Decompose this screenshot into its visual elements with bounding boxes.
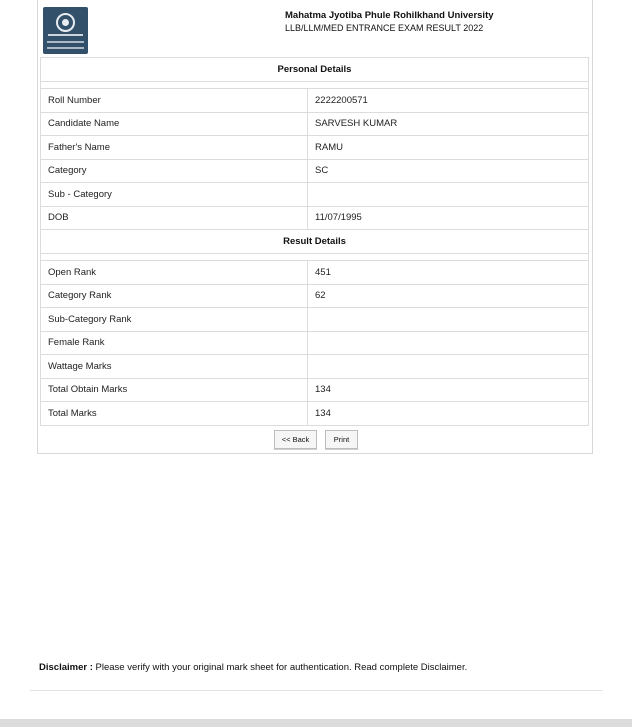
personal-details-heading: Personal Details: [41, 58, 589, 82]
section-row: [41, 230, 589, 254]
result-card: [37, 0, 593, 454]
sub-category-label: Sub - Category: [41, 183, 308, 207]
exam-title: LLB/LLM/MED ENTRANCE EXAM RESULT 2022: [285, 23, 484, 33]
table-row: [41, 331, 589, 355]
dob-value: 11/07/1995: [308, 206, 589, 230]
roll-number-value: 2222200571: [308, 89, 589, 113]
disclaimer-text: Please verify with your original mark sheet for authentication. Read complete Disclaimer.: [92, 662, 468, 673]
father-name-label: Father's Name: [41, 136, 308, 160]
open-rank-label: Open Rank: [41, 261, 308, 285]
female-rank-value: [308, 331, 589, 355]
sub-category-rank-label: Sub-Category Rank: [41, 308, 308, 332]
table-row: [41, 159, 589, 183]
roll-number-label: Roll Number: [41, 89, 308, 113]
back-button[interactable]: << Back: [274, 430, 317, 449]
total-obtain-marks-label: Total Obtain Marks: [41, 378, 308, 402]
total-marks-label: Total Marks: [41, 402, 308, 426]
result-details-heading: Result Details: [41, 230, 589, 254]
dob-label: DOB: [41, 206, 308, 230]
university-name: Mahatma Jyotiba Phule Rohilkhand University: [285, 10, 494, 21]
table-row: [41, 206, 589, 230]
total-obtain-marks-value: 134: [308, 378, 589, 402]
table-row: [41, 355, 589, 379]
sub-category-rank-value: [308, 308, 589, 332]
table-row: [41, 89, 589, 113]
university-logo: [43, 7, 88, 54]
spacer-row: [41, 254, 589, 261]
wattage-marks-value: [308, 355, 589, 379]
disclaimer-label: Disclaimer :: [39, 662, 93, 673]
spacer-row: [41, 82, 589, 89]
open-rank-value: 451: [308, 261, 589, 285]
disclaimer: [39, 662, 609, 673]
table-row: [41, 136, 589, 160]
university-emblem-icon: [56, 13, 75, 32]
logo-decoration: [48, 34, 83, 36]
details-table: [40, 57, 589, 426]
table-row: [41, 112, 589, 136]
candidate-name-label: Candidate Name: [41, 112, 308, 136]
category-label: Category: [41, 159, 308, 183]
section-row: [41, 58, 589, 82]
total-marks-value: 134: [308, 402, 589, 426]
logo-decoration: [47, 41, 84, 43]
table-row: [41, 284, 589, 308]
table-row: [41, 378, 589, 402]
table-row: [41, 402, 589, 426]
candidate-name-value: SARVESH KUMAR: [308, 112, 589, 136]
table-row: [41, 183, 589, 207]
category-rank-label: Category Rank: [41, 284, 308, 308]
result-header: [38, 0, 592, 58]
category-rank-value: 62: [308, 284, 589, 308]
category-value: SC: [308, 159, 589, 183]
wattage-marks-label: Wattage Marks: [41, 355, 308, 379]
footer-divider: [30, 690, 603, 691]
sub-category-value: [308, 183, 589, 207]
father-name-value: RAMU: [308, 136, 589, 160]
female-rank-label: Female Rank: [41, 331, 308, 355]
print-button[interactable]: Print: [325, 430, 358, 449]
logo-decoration: [47, 47, 84, 49]
table-row: [41, 308, 589, 332]
action-buttons: [38, 430, 592, 450]
table-row: [41, 261, 589, 285]
bottom-bar: [0, 719, 632, 727]
